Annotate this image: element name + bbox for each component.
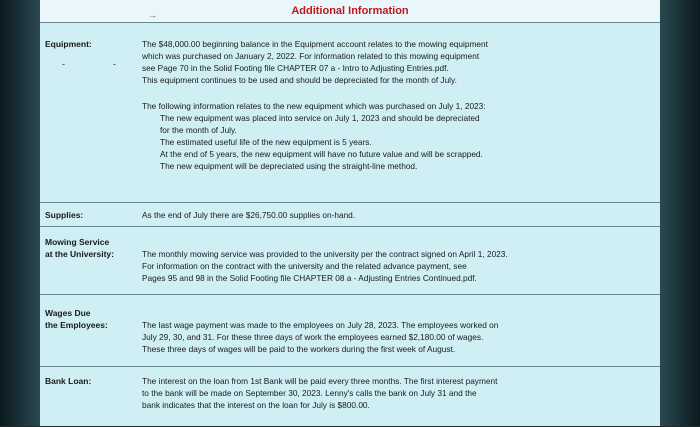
wages-row [40,294,660,359]
text-line: July 29, 30, and 31. For these three days of work the employees earned $2,180.00 of wages. [142,332,484,342]
additional-information-sheet [40,0,660,426]
supplies-text: As the end of July there are $26,750.00 supplies on-hand. [142,210,356,220]
text-line: bank indicates that the interest on the loan for July is $800.00. [142,400,370,410]
text-line: The estimated useful life of the new equipment is 5 years. [160,137,372,147]
cursor-arrow-icon: → [148,10,157,20]
text-line: The interest on the loan from 1st Bank will be paid every three months. The first interest payment [142,376,498,386]
text-line: to the bank will be made on September 30, 2023. Lenny's calls the bank on July 31 and the [142,388,477,398]
supplies-label: Supplies: [45,210,84,220]
text-line: At the end of 5 years, the new equipment will have no future value and will be scrapped. [160,149,483,159]
header-bar [40,0,660,23]
wages-label [45,307,108,331]
bullet-dash-icon: - [113,59,116,69]
text-line: For information on the contract with the university and the related advance payment, see [142,261,467,271]
bank-loan-label: Bank Loan: [45,376,92,386]
equipment-text [142,38,488,172]
text-line: see Page 70 in the Solid Footing file CHAPTER 07 a - Intro to Adjusting Entries.pdf. [142,63,449,73]
text-line: The last wage payment was made to the employees on July 28, 2023. The employees worked on [142,320,499,330]
text-line: which was purchased on January 2, 2022. For information related to this mowing equipment [142,51,480,61]
screen-edge-right [660,0,700,426]
text-line: The $48,000.00 beginning balance in the Equipment account relates to the mowing equipment [142,39,488,49]
text-line: These three days of wages will be paid to the workers during the first week of August. [142,344,456,354]
equipment-label: Equipment: [45,39,92,49]
text-line: for the month of July. [160,125,237,135]
text-line: The new equipment will be depreciated using the straight-line method. [160,161,418,171]
label-line: at the University: [45,249,114,259]
mowing-service-row [40,226,660,287]
text-line: The following information relates to the new equipment which was purchased on July 1, 2023: [142,101,486,111]
mowing-service-text [142,248,508,284]
bullet-dash-icon: - [62,59,65,69]
text-line: The new equipment was placed into service on July 1, 2023 and should be depreciated [160,113,480,123]
mowing-service-label [45,236,114,260]
bank-loan-text [142,375,497,411]
page-title: Additional Information [291,5,409,17]
text-line: This equipment continues to be used and should be depreciated for the month of July. [142,75,457,85]
text-line: The monthly mowing service was provided to the university per the contract signed on April 1, 2023. [142,249,508,259]
bank-loan-row [40,366,660,427]
label-line: Wages Due [45,308,91,318]
wages-text [142,319,498,355]
label-line: the Employees: [45,320,108,330]
screen-edge-left [0,0,40,426]
supplies-row [40,202,660,225]
label-line: Mowing Service [45,237,110,247]
text-line: Pages 95 and 98 in the Solid Footing file CHAPTER 08 a - Adjusting Entries Continued.pdf. [142,273,477,283]
